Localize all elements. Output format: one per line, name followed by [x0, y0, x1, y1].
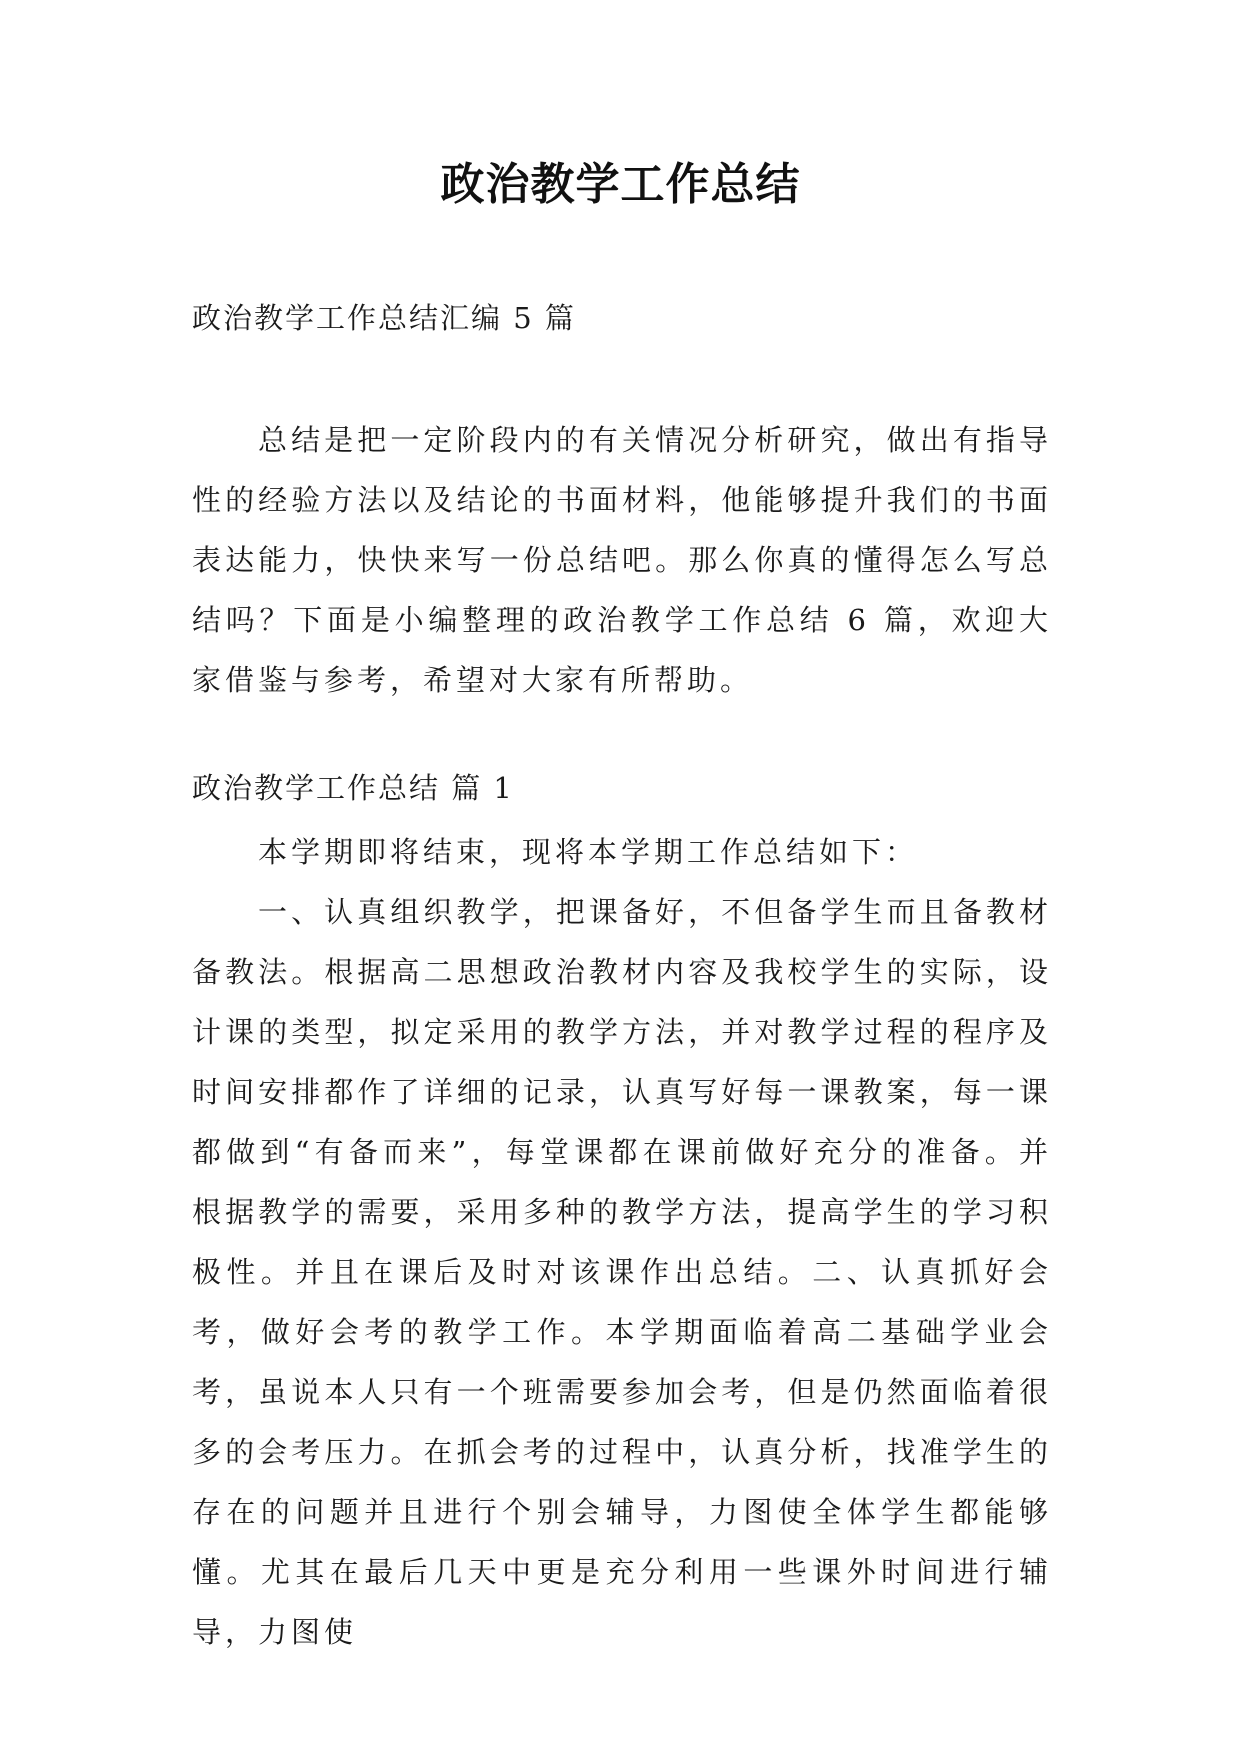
page-title: 政治教学工作总结 — [440, 159, 801, 210]
document-subtitle: 政治教学工作总结汇编 5 篇 — [192, 301, 576, 335]
intro-paragraph: 总结是把一定阶段内的有关情况分析研究，做出有指导性的经验方法以及结论的书面材料，他能够提升我们的书面表达能力，快快来写一份总结吧。那么你真的懂得怎么写总结吗？下面是小编整理的政治教学工作总结 6 篇，欢迎大家借鉴与参考，希望对大家有所帮助。 — [192, 423, 1052, 697]
body-paragraph-1: 本学期即将结束，现将本学期工作总结如下： — [258, 835, 919, 869]
section-heading: 政治教学工作总结 篇 1 — [192, 771, 514, 805]
body-paragraph-2: 一、认真组织教学，把课备好，不但备学生而且备教材备教法。根据高二思想政治教材内容及我校学生的实际，设计课的类型，拟定采用的教学方法，并对教学过程的程序及时间安排都作了详细的记录，认真写好每一课教案，每一课都做到“有备而来”，每堂课都在课前做好充分的准备。并根据教学的需要，采用多种的教学方法，提高学生的学习积极性。并且在课后及时对该课作出总结。二、认真抓好会考，做好会考的教学工作。本学期面临着高二基础学业会考，虽说本人只有一个班需要参加会考，但是仍然面临着很多的会考压力。在抓会考的过程中，认真分析，找准学生的存在的问题并且进行个别会辅导，力图使全体学生都能够懂。尤其在最后几天中更是充分利用一些课外时间进行辅导，力图使 — [192, 895, 1052, 1649]
